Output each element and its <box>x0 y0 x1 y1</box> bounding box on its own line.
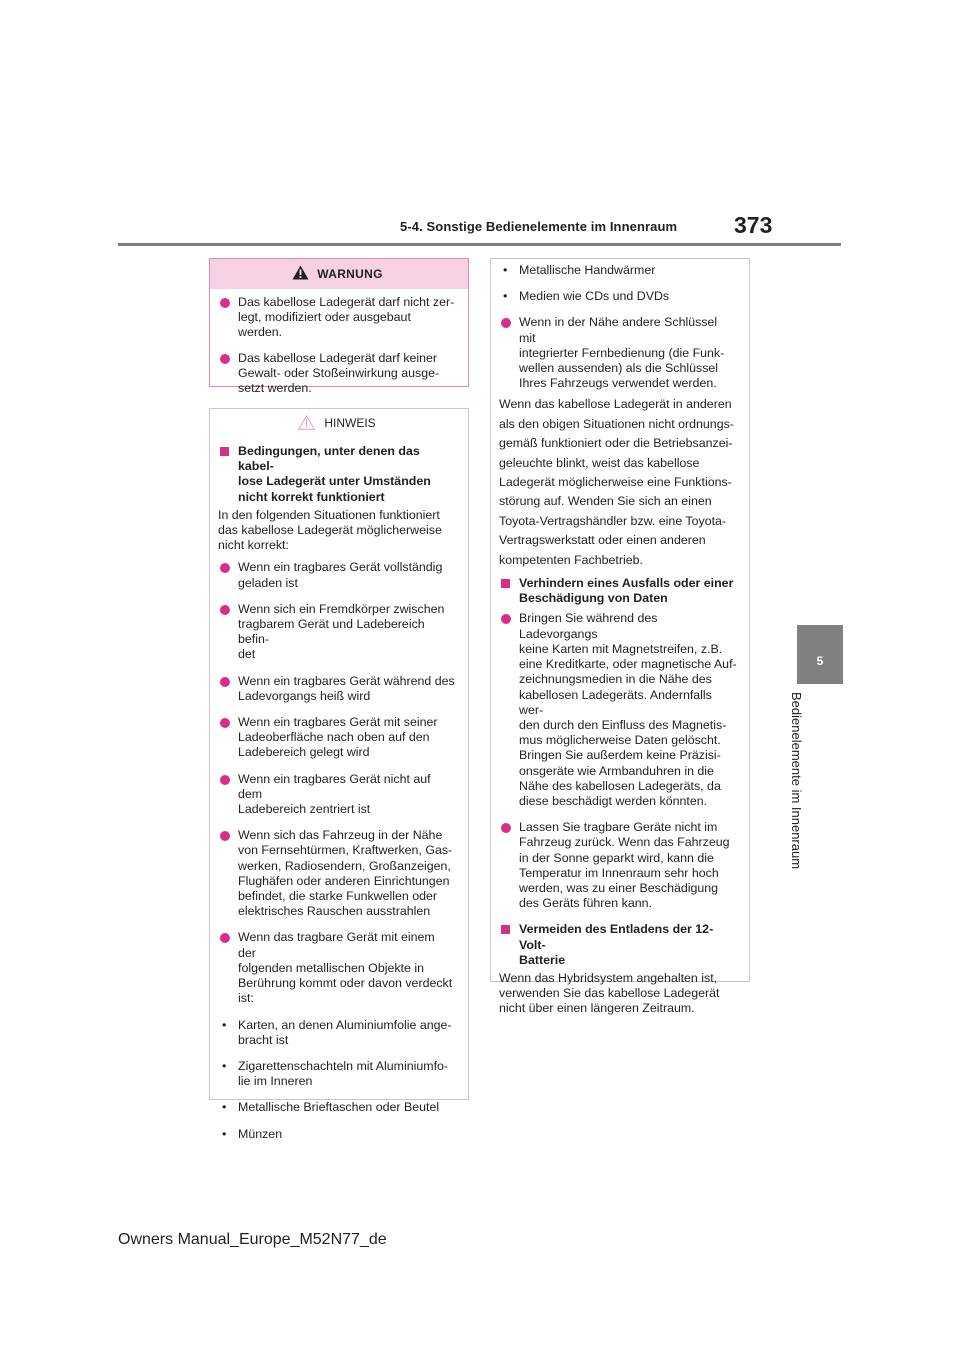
list-item: Wenn in der Nähe andere Schlüssel mit integrierter Fernbedienung (die Funk- wellen aussenden) als die Schlüssel Ihres Fahrzeugs verwendet werden. <box>499 315 737 391</box>
sub-list-item: • Karten, an denen Aluminiumfolie ange- bracht ist <box>218 1018 456 1048</box>
notice-header <box>210 409 468 437</box>
warning-box <box>209 258 469 396</box>
paragraph-line: Toyota-Vertragshändler bzw. eine Toyota- <box>499 513 727 528</box>
notice-heading: Bedingungen, unter denen das kabel- lose Ladegerät unter Umständen nicht korrekt funktioniert <box>218 444 456 505</box>
chapter-number: 5 <box>816 654 824 668</box>
warning-triangle-icon <box>292 265 309 280</box>
list-item: Wenn ein tragbares Gerät mit seiner Ladeoberfläche nach oben auf den Ladebereich gelegt wird <box>218 715 456 761</box>
sub-list-item: • Medien wie CDs und DVDs <box>499 289 737 304</box>
chapter-label: Bedienelemente im Innenraum <box>789 692 804 870</box>
page-number: 373 <box>734 212 773 238</box>
notice-title: HINWEIS <box>324 416 376 430</box>
list-item: Bringen Sie während des Ladevorgangs keine Karten mit Magnetstreifen, z.B. eine Kreditkarte, oder magnetische Auf- zeichnungsmedien in die Nähe des kabellosen Ladegeräts. Andernfalls wer- den durch den Einfluss des Magnetis- mus möglicherweise Daten gelöscht. Bringen Sie außerdem keine Präzisi- onsgeräte wie Armbanduhren in die Nähe des kabellosen Ladegeräts, da diese beschädigt werden könnten. <box>499 611 737 809</box>
sub-list-item: • Münzen <box>218 1127 456 1142</box>
footer-doc-id: Owners Manual_Europe_M52N77_de <box>118 1231 387 1248</box>
paragraph-line: geleuchte blinkt, weist das kabellose <box>499 455 700 470</box>
list-item: Das kabellose Ladegerät darf keiner Gewalt- oder Stoßeinwirkung ausge- setzt werden. <box>218 351 456 397</box>
chapter-tab <box>797 625 843 684</box>
data-protection-heading: Verhindern eines Ausfalls oder einer Beschädigung von Daten <box>499 576 737 606</box>
list-item: Wenn ein tragbares Gerät während des Ladevorgangs heiß wird <box>218 674 456 704</box>
section-title: 5-4. Sonstige Bedienelemente im Innenraum <box>400 219 678 234</box>
notice-intro: In den folgenden Situationen funktioniert das kabellose Ladegerät möglicherweise nicht korrekt: <box>218 507 442 553</box>
caution-triangle-icon <box>298 415 315 430</box>
notice-continued-box <box>490 258 750 1016</box>
paragraph-line: kompetenten Fachbetrieb. <box>499 552 643 567</box>
list-item: Lassen Sie tragbare Geräte nicht im Fahrzeug zurück. Wenn das Fahrzeug in der Sonne geparkt wird, kann die Temperatur im Innenraum sehr hoch werden, was zu einer Beschädigung des Geräts führen kann. <box>499 820 737 911</box>
battery-text: Wenn das Hybridsystem angehalten ist, verwenden Sie das kabellose Ladegerät nicht über einen längeren Zeitraum. <box>499 970 720 1016</box>
battery-heading: Vermeiden des Entladens der 12-Volt- Batterie <box>499 922 737 968</box>
paragraph-line: als den obigen Situationen nicht ordnungs- <box>499 416 734 431</box>
list-item: Wenn ein tragbares Gerät vollständig geladen ist <box>218 560 456 590</box>
malfunction-paragraph <box>499 395 737 570</box>
sub-list-item: • Metallische Brieftaschen oder Beutel <box>218 1100 456 1115</box>
sub-list-item: • Zigarettenschachteln mit Aluminiumfo- lie im Inneren <box>218 1059 456 1089</box>
paragraph-line: störung auf. Wenden Sie sich an einen <box>499 494 712 509</box>
paragraph-line: gemäß funktioniert oder die Betriebsanzei- <box>499 436 733 451</box>
sub-list-item: • Metallische Handwärmer <box>499 263 737 278</box>
list-item: Das kabellose Ladegerät darf nicht zer- legt, modifiziert oder ausgebaut werden. <box>218 295 456 341</box>
chapter-label-vertical <box>788 692 804 882</box>
paragraph-line: Wenn das kabellose Ladegerät in anderen <box>499 397 732 412</box>
list-item: Wenn ein tragbares Gerät nicht auf dem Ladebereich zentriert ist <box>218 772 456 818</box>
header-rule <box>118 243 841 246</box>
list-item: Wenn sich das Fahrzeug in der Nähe von Fernsehtürmen, Kraftwerken, Gas- werken, Radiosendern, Großanzeigen, Flughäfen oder anderen Einrichtungen befindet, die starke Funkwellen oder elektrisches Rauschen ausstrahlen <box>218 828 456 919</box>
list-item: Wenn sich ein Fremdkörper zwischen tragbarem Gerät und Ladebereich befin- det <box>218 602 456 663</box>
warning-title: WARNUNG <box>317 267 383 281</box>
warning-header <box>210 259 468 289</box>
paragraph-line: Vertragswerkstatt oder einen anderen <box>499 533 706 548</box>
paragraph-line: Ladegerät möglicherweise eine Funktions- <box>499 475 732 490</box>
list-item: Wenn das tragbare Gerät mit einem der folgenden metallischen Objekte in Berührung kommt oder davon verdeckt ist: <box>218 930 456 1006</box>
notice-box <box>209 408 469 1141</box>
